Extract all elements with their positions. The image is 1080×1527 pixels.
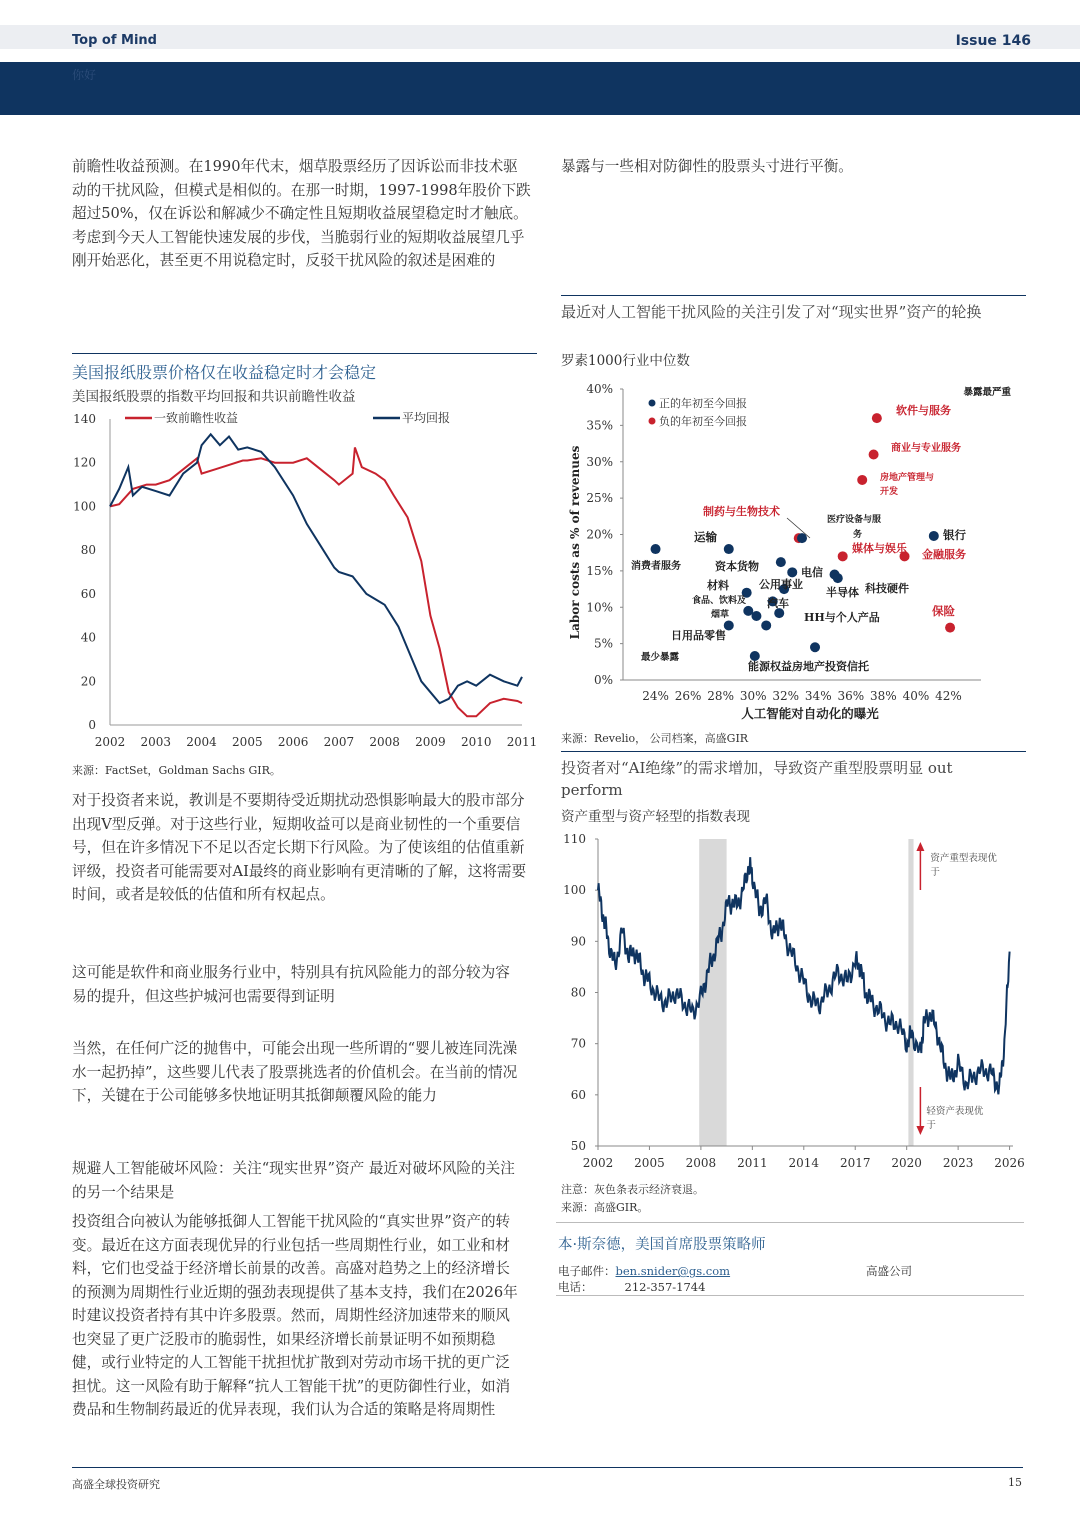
- chart3-y-tick: 70: [570, 1036, 586, 1051]
- chart2-point: [810, 642, 820, 652]
- chart3-rule: [561, 751, 1026, 752]
- chart1-y-tick-labels: [73, 412, 96, 732]
- chart3-x-tick: 2017: [839, 1156, 871, 1170]
- chart1-y-tick: 80: [80, 543, 96, 558]
- chart3-recession-bar: [908, 839, 913, 1146]
- chart2-x-label: 人工智能对自动化的曝光: [741, 706, 879, 721]
- chart2-y-tick: 25%: [586, 491, 613, 506]
- chart3-x-tick: 2002: [582, 1156, 614, 1170]
- chart3-y-tick: 100: [563, 883, 586, 898]
- chart1-series-1: [110, 447, 522, 716]
- chart3-source: 来源：高盛GIR。: [561, 1201, 649, 1214]
- chart1-svg: [60, 402, 540, 752]
- chart2-source: 来源：Revelio， 公司档案，高盛GIR: [561, 732, 749, 745]
- chart2-point-label: 材料: [707, 579, 729, 592]
- left-paragraph-6: 投资组合向被认为能够抵御人工智能干扰风险的“真实世界”资产的转变。最近在这方面表现优异的行业包括一些周期性行业，如工业和材料，它们也受益于经济增长前景的改善。高盛对趋势之上的经济增长的预测为周期性行业近期的强劲表现提供了基本支持，我们在2026年时建议投资者持有其中许多股票。然而，周期性经济加速带来的顺风也突显了更广泛股市的脆弱性，如果经济增长前景证明不如预期稳健，或行业特定的人工智能干扰担忧扩散到对劳动市场干扰的更广泛担忧。这一风险有助于解释“抗人工智能干扰”的更防御性行业，如消费品和生物制药最近的优异表现，我们认为合适的策略是将周期性: [72, 1213, 518, 1418]
- header-navy-bar: [0, 62, 1080, 115]
- chart3-x-tick: 2026: [994, 1156, 1025, 1170]
- chart2-point-label: 务: [853, 530, 863, 540]
- chart2-point: [869, 449, 879, 459]
- chart1-x-tick: 2006: [277, 735, 309, 749]
- chart1-legend-label-2: 平均回报: [402, 411, 451, 425]
- chart1-rule: [72, 353, 537, 354]
- chart1-x-tick-labels: [95, 735, 538, 749]
- chart2-point: [872, 413, 882, 423]
- chart2-point: [787, 567, 797, 577]
- author-company: 高盛公司: [866, 1264, 912, 1278]
- chart3-annotation-up-1: 资产重型表现优: [930, 853, 997, 864]
- chart2-x-tick: 34%: [804, 689, 832, 703]
- chart1-series-2: [110, 434, 522, 703]
- chart2-x-tick: 36%: [837, 689, 865, 703]
- chart1-y-tick: 40: [80, 630, 96, 645]
- issue-number: Issue 146: [955, 33, 1031, 49]
- chart2-y-tick: 15%: [586, 563, 613, 578]
- chart2-point: [797, 533, 807, 543]
- chart2-point-label: 开发: [880, 487, 899, 497]
- chart2-point: [776, 557, 786, 567]
- chart2-y-tick: 30%: [586, 454, 613, 469]
- chart2-point-label: 日用品零售: [671, 629, 726, 642]
- footer-rule: [72, 1467, 1023, 1468]
- phone-label: 电话：: [558, 1280, 593, 1294]
- chart3-x-tick: 2023: [942, 1156, 974, 1170]
- chart2-x-tick: 26%: [674, 689, 702, 703]
- chart1-x-tick: 2002: [94, 735, 126, 749]
- chart2-point: [838, 551, 848, 561]
- left-paragraph-2: 对于投资者来说，教训是不要期待受近期扰动恐惧影响最大的股市部分出现V型反弹。对于这些行业，短期收益可以是商业韧性的一个重要信号，但在许多情况下不足以否定长期下行风险。为了使该组的估值重新评级，投资者可能需要对AI最终的商业影响有更清晰的了解，这将需要时间，或者是较低的估值和所有权起点。: [72, 792, 527, 903]
- chart1-y-tick: 60: [80, 586, 96, 601]
- chart2-point-label: 媒体与娱乐: [852, 542, 907, 555]
- left-paragraph-5: 规避人工智能破坏风险：关注“现实世界”资产 最近对破坏风险的关注的另一个结果是: [72, 1160, 515, 1201]
- left-paragraph-4: 当然，在任何广泛的抛售中，可能会出现一些所谓的“婴儿被连同洗澡水一起扔掉”，这些婴儿代表了股票挑选者的价值机会。在当前的情况下，关键在于公司能够多快地证明其抵御颠覆风险的能力: [72, 1040, 518, 1104]
- author-name: 本·斯奈德，美国首席股票策略师: [558, 1237, 766, 1253]
- phone-number: 212-357-1744: [624, 1280, 706, 1294]
- author-rule-bottom: [556, 1295, 1024, 1296]
- chart2-y-tick: 10%: [586, 600, 613, 615]
- chart2-point-label: 医疗设备与服: [827, 515, 882, 525]
- chart3-y-tick: 50: [570, 1139, 586, 1153]
- chart2-x-tick: 30%: [739, 689, 767, 703]
- chart1-x-tick: 2008: [369, 735, 400, 749]
- chart3-x-tick: 2014: [788, 1156, 820, 1170]
- chart2-annotation-most: 暴露最严重: [963, 387, 1011, 398]
- chart1-series: [110, 434, 522, 716]
- chart1-y-tick: 0: [88, 718, 96, 732]
- chart3-annotation-up-2: 于: [930, 867, 940, 878]
- chart2-rule: [561, 295, 1026, 296]
- right-paragraph-1: 暴露与一些相对防御性的股票头寸进行平衡。: [561, 158, 853, 175]
- chart3-y-tick-labels: [563, 832, 586, 1153]
- chart2-point-label: 公用事业: [759, 578, 803, 591]
- author-rule-top: [556, 1222, 1024, 1223]
- chart2-point-label: 半导体: [826, 586, 859, 599]
- chart2-point-label: 保险: [932, 604, 955, 618]
- left-paragraph-3: 这可能是软件和商业服务行业中，特别具有抗风险能力的部分较为容易的提升，但这些护城河也需要得到证明: [72, 964, 510, 1005]
- chart1-legend-label-1: 一致前瞻性收益: [154, 411, 239, 425]
- chart3-series: [598, 857, 1010, 1094]
- chart3-title: 投资者对“AI绝缘”的需求增加，导致资产重型股票明显 out perform: [561, 759, 953, 799]
- footer-publisher: 高盛全球投资研究: [72, 1478, 160, 1491]
- chart2-y-tick: 20%: [586, 527, 613, 542]
- chart1-y-tick: 20: [80, 674, 96, 689]
- chart1-y-tick: 140: [73, 412, 96, 426]
- chart2-point: [857, 475, 867, 485]
- chart2-point-label: 烟草: [711, 610, 730, 620]
- chart2-legend-dot-neg: [649, 418, 656, 425]
- chart1-x-tick: 2003: [140, 735, 172, 749]
- chart2-point-label: 能源权益房地产投资信托: [748, 660, 869, 673]
- chart2-point: [751, 611, 761, 621]
- chart1-y-tick: 100: [73, 499, 96, 514]
- chart2-point: [945, 623, 955, 633]
- chart2-point-label: 制药与生物技术: [703, 505, 780, 518]
- chart3-y-tick: 80: [570, 985, 586, 1000]
- chart2-svg: [561, 370, 1026, 725]
- chart2-y-tick: 40%: [586, 382, 613, 396]
- chart1-subtitle: 美国报纸股票的指数平均回报和共识前瞻性收益: [72, 389, 356, 405]
- chart2-y-tick: 5%: [593, 636, 613, 651]
- chart1-x-tick: 2010: [460, 735, 492, 749]
- chart2-title: 最近对人工智能干扰风险的关注引发了对“现实世界”资产的轮换: [561, 303, 982, 321]
- chart2-x-tick: 42%: [935, 689, 962, 703]
- chart1-y-tick: 120: [73, 455, 96, 470]
- email-link[interactable]: ben.snider@gs.com: [615, 1264, 731, 1278]
- chart2-legend-dot-pos: [649, 400, 656, 407]
- chart1-legend: [125, 410, 450, 425]
- chart3-arrow-down-head: [916, 1126, 924, 1135]
- chart2-point-label: 食品、饮料及: [692, 596, 747, 606]
- chart1-x-tick: 2009: [415, 735, 446, 749]
- chart2-point-label: 软件与服务: [896, 404, 951, 417]
- chart2-point: [651, 544, 661, 554]
- chart2-point-label: 运输: [694, 530, 717, 544]
- chart2-point: [724, 544, 734, 554]
- chart3-series-line: [598, 857, 1010, 1094]
- chart3-svg: [561, 825, 1031, 1175]
- header-band: [0, 25, 1080, 49]
- chart2-y-tick: 0%: [593, 673, 613, 687]
- chart2-y-tick: 35%: [586, 418, 613, 433]
- chart3-x-tick: 2020: [891, 1156, 922, 1170]
- chart2-x-tick: 24%: [642, 689, 669, 703]
- chart2-point-label: 资本货物: [715, 560, 759, 573]
- chart3-subtitle: 资产重型与资产轻型的指数表现: [561, 809, 750, 825]
- chart2-point: [833, 573, 843, 583]
- header-title: Top of Mind: [72, 33, 157, 48]
- chart2-point-label: 商业与专业服务: [891, 443, 961, 454]
- chart2-subtitle: 罗素1000行业中位数: [561, 353, 690, 369]
- chart2-point: [929, 531, 939, 541]
- chart1-source: 来源：FactSet，Goldman Sachs GIR。: [72, 764, 281, 777]
- chart2-y-label: Labor costs as % of revenues: [568, 445, 582, 640]
- page-number: 15: [1008, 1476, 1022, 1489]
- chart2-point-label: 金融服务: [922, 548, 966, 561]
- chart2-legend-neg: 负的年初至今回报: [659, 415, 747, 428]
- chart1-x-tick: 2004: [186, 735, 217, 749]
- chart3-annotation-down-2: 于: [926, 1120, 936, 1131]
- chart2-point-label: 房地产管理与: [880, 473, 935, 483]
- chart2-point-label: 消费者服务: [631, 561, 681, 572]
- chart3-arrow-up-head: [916, 842, 924, 851]
- chart2-point: [761, 620, 771, 630]
- chart3-x-tick-labels: [583, 1156, 1025, 1170]
- email-label: 电子邮件：: [558, 1264, 616, 1278]
- left-paragraph-1: 前瞻性收益预测。在1990年代末，烟草股票经历了因诉讼而非技术驱动的干扰风险，但模式是相似的。在那一时期，1997-1998年股价下跌超过50%，仅在诉讼和解减少不确定性且短期收益展望稳定时才触底。考虑到今天人工智能快速发展的步伐，当脆弱行业的短期收益展望几乎刚开始恶化，甚至更不用说稳定时，反驳干扰风险的叙述是困难的: [72, 158, 531, 269]
- chart3-y-tick: 90: [570, 934, 586, 949]
- chart2-x-tick: 38%: [870, 689, 897, 703]
- chart3-x-tick: 2011: [737, 1156, 768, 1170]
- chart2-annotation-least: 最少暴露: [641, 652, 680, 663]
- chart3-x-tick: 2005: [634, 1156, 665, 1170]
- chart3-x-tick: 2008: [685, 1156, 717, 1170]
- chart3-y-tick: 60: [570, 1087, 586, 1102]
- chart2-point-label: 科技硬件: [865, 582, 909, 595]
- chart3-y-tick: 110: [563, 832, 586, 846]
- chart2-point-label: 银行: [943, 528, 966, 542]
- chart2-x-tick: 40%: [902, 689, 930, 703]
- chart2-point-label: 电信: [801, 566, 823, 579]
- chart2-y-tick-labels: [586, 382, 613, 687]
- chart1-x-tick: 2005: [232, 735, 263, 749]
- chart2-point-label: 汽车: [767, 597, 789, 610]
- chart2-x-tick: 32%: [772, 689, 800, 703]
- chart2-point-label: HH与个人产品: [804, 611, 880, 624]
- chart1-x-tick: 2007: [323, 735, 355, 749]
- chart1-title: 美国报纸股票价格仅在收益稳定时才会稳定: [72, 363, 377, 382]
- header-subtitle: 你好: [72, 68, 97, 82]
- chart3-annotation-down-1: 轻资产表现优: [926, 1106, 984, 1117]
- chart3-note: 注意：灰色条表示经济衰退。: [561, 1183, 704, 1196]
- chart1-x-tick: 2011: [506, 735, 538, 749]
- chart2-legend-pos: 正的年初至今回报: [659, 397, 747, 410]
- chart3-annotations: [916, 842, 997, 1135]
- chart2-x-tick: 28%: [707, 689, 734, 703]
